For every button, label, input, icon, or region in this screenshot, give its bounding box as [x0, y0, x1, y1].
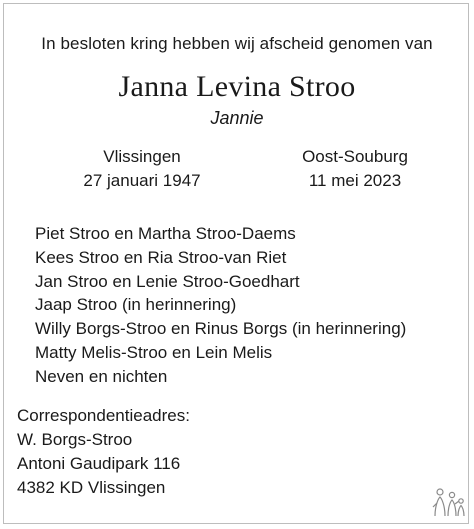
death-place: Oost-Souburg: [302, 147, 408, 166]
family-figures-logo-icon: [430, 486, 466, 518]
death-info: [275, 145, 435, 193]
death-date: 11 mei 2023: [308, 171, 402, 190]
family-member: Neven en nichten: [35, 366, 168, 386]
address-line: Antoni Gaudipark 116: [17, 454, 181, 473]
correspondence-address: [17, 404, 190, 500]
family-member: Jaap Stroo (in herinnering): [35, 295, 237, 315]
deceased-name: Janna Levina Stroo: [118, 70, 356, 103]
family-member: Jan Stroo en Lenie Stroo-Goedhart: [35, 271, 300, 291]
birth-date: 27 januari 1947: [83, 171, 201, 190]
address-line: W. Borgs-Stroo: [17, 430, 133, 449]
address-line: 4382 KD Vlissingen: [17, 478, 166, 497]
family-member: Kees Stroo en Ria Stroo-van Riet: [35, 247, 287, 267]
family-list: [35, 222, 406, 389]
nickname: Jannie: [210, 108, 264, 128]
family-member: Piet Stroo en Martha Stroo-Daems: [35, 224, 296, 243]
intro-text: In besloten kring hebben wij afscheid genomen van: [41, 34, 433, 53]
birth-info: [62, 145, 222, 193]
correspondence-heading: Correspondentieadres:: [17, 406, 190, 425]
family-member: Willy Borgs-Stroo en Rinus Borgs (in herinnering): [35, 319, 407, 339]
birth-place: Vlissingen: [103, 147, 181, 166]
family-member: Matty Melis-Stroo en Lein Melis: [35, 342, 273, 362]
